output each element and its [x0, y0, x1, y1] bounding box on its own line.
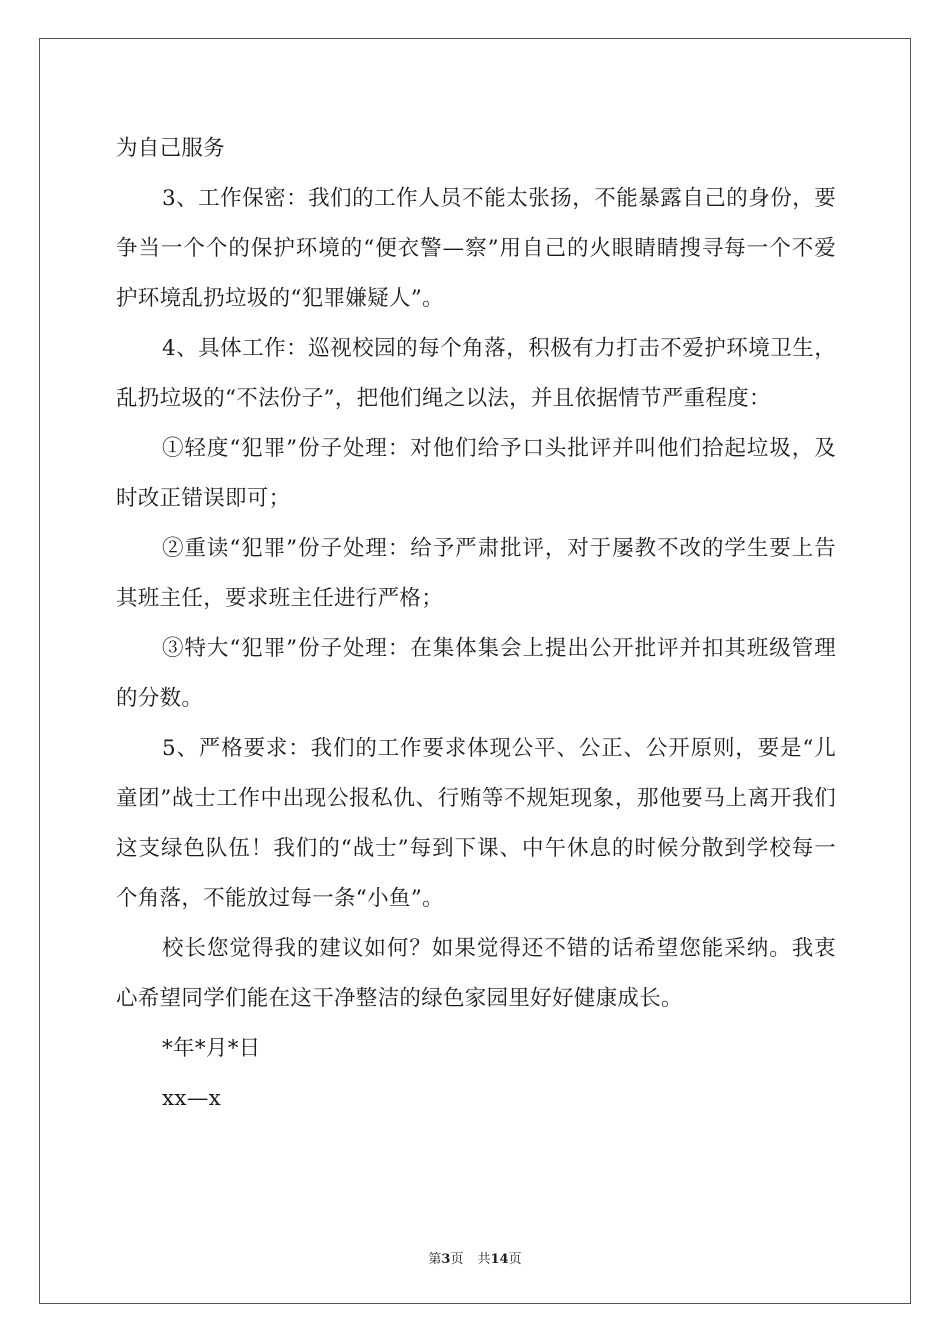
- paragraph: 为自己服务: [116, 136, 226, 161]
- signature-line: xx—x: [162, 1086, 222, 1111]
- total-suffix: 页: [508, 1252, 522, 1267]
- paragraph: ①轻度“犯罪”份子处理：对他们给予口头批评并叫他们拾起垃圾，及时改正错误即可；: [116, 436, 836, 511]
- page-footer: [0, 1248, 950, 1267]
- paragraph: ③特大“犯罪”份子处理：在集体集会上提出公开批评并扣其班级管理的分数。: [116, 636, 836, 711]
- paragraph: 校长您觉得我的建议如何？如果觉得还不错的话希望您能采纳。我衷心希望同学们能在这干净整洁的绿色家园里好好健康成长。: [116, 936, 836, 1011]
- total-prefix: 共: [477, 1252, 491, 1267]
- paragraph: 4、具体工作：巡视校园的每个角落，积极有力打击不爱护环境卫生，乱扔垃圾的“不法份子”，把他们绳之以法，并且依据情节严重程度：: [116, 336, 836, 411]
- document-body: [116, 124, 836, 1124]
- paragraph: 3、工作保密：我们的工作人员不能太张扬，不能暴露自己的身份，要争当一个个的保护环境的“便衣警—察”用自己的火眼睛睛搜寻每一个不爱护环境乱扔垃圾的“犯罪嫌疑人”。: [116, 186, 836, 311]
- date-line: *年*月*日: [162, 1036, 261, 1061]
- page-suffix: 页: [450, 1252, 464, 1267]
- page-prefix: 第: [428, 1252, 442, 1267]
- paragraph: 5、严格要求：我们的工作要求体现公平、公正、公开原则，要是“儿童团”战士工作中出现公报私仇、行贿等不规矩现象，那他要马上离开我们这支绿色队伍！我们的“战士”每到下课、中午休息的时候分散到学校每一个角落，不能放过每一条“小鱼”。: [116, 736, 836, 911]
- page-number: 3: [441, 1252, 451, 1267]
- total-pages: 14: [490, 1252, 509, 1267]
- paragraph: ②重读“犯罪”份子处理：给予严肃批评，对于屡教不改的学生要上告其班主任，要求班主任进行严格；: [116, 536, 836, 611]
